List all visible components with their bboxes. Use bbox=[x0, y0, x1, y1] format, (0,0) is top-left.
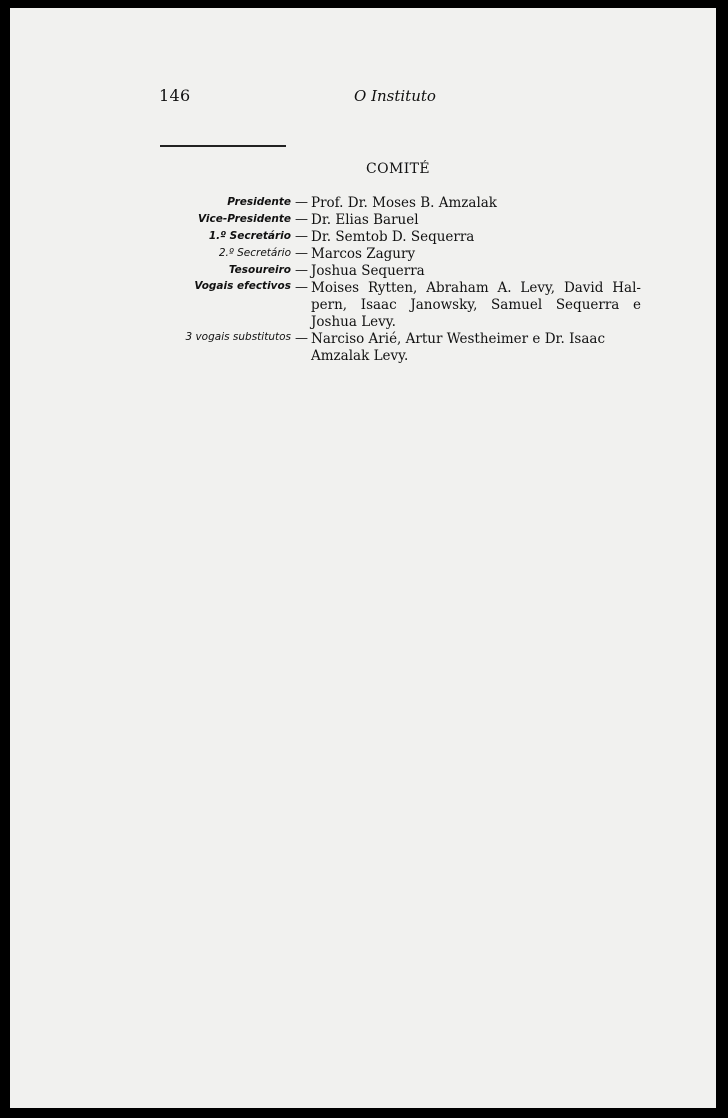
dash-separator: — bbox=[295, 246, 308, 261]
roster-entry bbox=[10, 263, 716, 280]
role-label: Presidente bbox=[227, 196, 291, 208]
document-page bbox=[10, 8, 716, 1108]
member-names bbox=[311, 331, 641, 365]
roster-entry bbox=[10, 195, 716, 212]
committee-roster bbox=[10, 195, 716, 365]
name-line: pern, Isaac Janowsky, Samuel Sequerra e bbox=[311, 297, 641, 313]
dash-separator: — bbox=[295, 229, 308, 244]
member-name: Dr. Semtob D. Sequerra bbox=[311, 229, 475, 245]
roster-entry bbox=[10, 229, 716, 246]
member-names bbox=[311, 280, 641, 331]
header-rule bbox=[160, 145, 286, 147]
dash-separator: — bbox=[295, 331, 308, 346]
role-label: Tesoureiro bbox=[228, 264, 291, 276]
section-title: COMITÉ bbox=[366, 161, 431, 177]
roster-entry bbox=[10, 331, 716, 365]
role-label: Vogais efectivos bbox=[194, 280, 291, 292]
running-head: O Instituto bbox=[354, 87, 436, 105]
dash-separator: — bbox=[295, 212, 308, 227]
name-line: Amzalak Levy. bbox=[311, 348, 409, 364]
member-name: Marcos Zagury bbox=[311, 246, 416, 262]
member-name: Prof. Dr. Moses B. Amzalak bbox=[311, 195, 497, 211]
name-line: Moises Rytten, Abraham A. Levy, David Hal- bbox=[311, 280, 641, 296]
name-line: Narciso Arié, Artur Westheimer e Dr. Isaac bbox=[311, 331, 606, 347]
dash-separator: — bbox=[295, 263, 308, 278]
roster-entry bbox=[10, 280, 716, 331]
member-name: Dr. Elias Baruel bbox=[311, 212, 419, 228]
role-label: Vice-Presidente bbox=[197, 213, 291, 225]
roster-entry bbox=[10, 212, 716, 229]
role-label: 2.º Secretário bbox=[218, 247, 291, 259]
role-label: 3 vogais substitutos bbox=[185, 331, 291, 343]
page-number: 146 bbox=[159, 86, 191, 105]
roster-entry bbox=[10, 246, 716, 263]
dash-separator: — bbox=[295, 195, 308, 210]
member-name: Joshua Sequerra bbox=[311, 263, 425, 279]
name-line: Joshua Levy. bbox=[311, 314, 396, 330]
role-label: 1.º Secretário bbox=[208, 230, 291, 242]
dash-separator: — bbox=[295, 280, 308, 295]
